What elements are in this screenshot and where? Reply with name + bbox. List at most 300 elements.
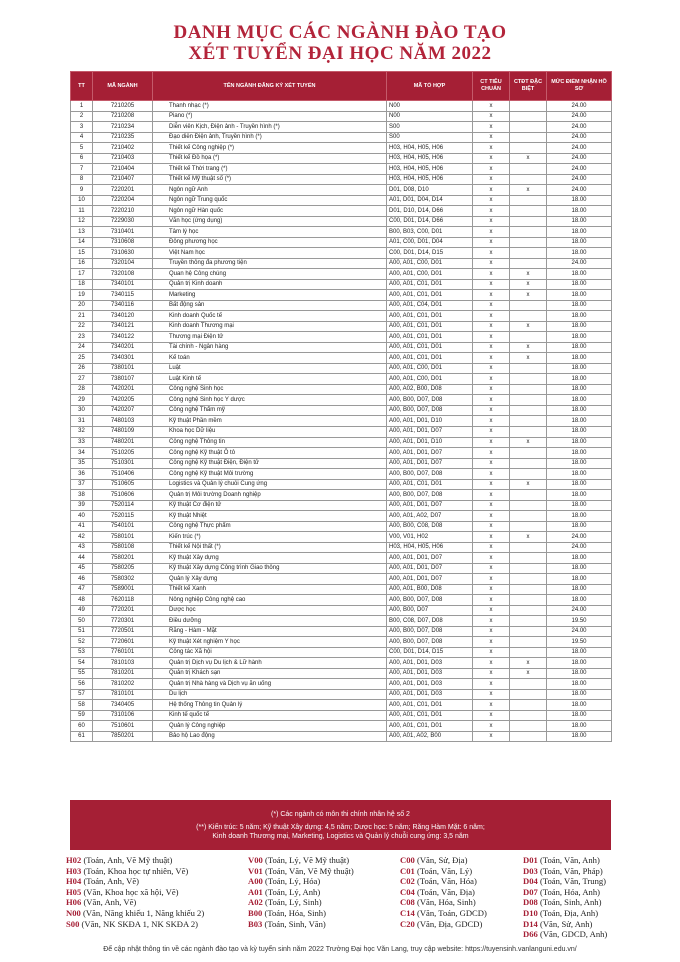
cell-ten-nganh: Kinh tế quốc tế — [153, 710, 387, 721]
legend-desc: (Văn, Toán, GDCD) — [416, 907, 487, 918]
cell-tt: 61 — [71, 731, 93, 742]
cell-ma-nganh: 7220210 — [93, 206, 153, 217]
cell-muc-diem: 24.00 — [547, 532, 612, 543]
table-row — [71, 416, 612, 427]
cell-ten-nganh: Công nghệ Thông tin — [153, 437, 387, 448]
cell-muc-diem: 18.00 — [547, 479, 612, 490]
table-row — [71, 426, 612, 437]
cell-ten-nganh: Quản trị Nhà hàng và Dịch vụ ăn uống — [153, 679, 387, 690]
cell-ten-nganh: Hệ thống Thông tin Quản lý — [153, 700, 387, 711]
cell-ctdt-dac-biet — [510, 731, 547, 742]
cell-to-hop: N00 — [387, 111, 473, 122]
cell-muc-diem: 18.00 — [547, 342, 612, 353]
cell-muc-diem: 19.50 — [547, 616, 612, 627]
cell-ten-nganh: Ngôn ngữ Hàn quốc — [153, 206, 387, 217]
cell-to-hop: S00 — [387, 122, 473, 133]
cell-ma-nganh: 7210235 — [93, 132, 153, 143]
legend-desc: (Văn, Địa, GDCD) — [416, 918, 483, 929]
cell-ten-nganh: Nông nghiệp Công nghệ cao — [153, 595, 387, 606]
cell-ten-nganh: Thiết kế Đồ họa (*) — [153, 153, 387, 164]
cell-ct-tieu-chuan: x — [473, 153, 510, 164]
cell-ctdt-dac-biet — [510, 300, 547, 311]
cell-muc-diem: 18.00 — [547, 731, 612, 742]
cell-muc-diem: 18.00 — [547, 216, 612, 227]
legend-code: H06 — [66, 897, 82, 908]
cell-ct-tieu-chuan: x — [473, 174, 510, 185]
table-row — [71, 363, 612, 374]
cell-to-hop: A00, A01, D01, D07 — [387, 563, 473, 574]
cell-to-hop: A00, A01, D01, D03 — [387, 679, 473, 690]
cell-to-hop: H03, H04, H05, H06 — [387, 153, 473, 164]
legend-desc: (Toán, Văn, Trung) — [539, 876, 607, 887]
legend-desc: (Văn, Sử, Địa) — [416, 855, 468, 865]
cell-tt: 4 — [71, 132, 93, 143]
cell-to-hop: N00 — [387, 101, 473, 112]
cell-tt: 57 — [71, 689, 93, 700]
cell-ten-nganh: Bất động sản — [153, 300, 387, 311]
cell-ctdt-dac-biet: x — [510, 668, 547, 679]
cell-to-hop: A00, B00, D07, D08 — [387, 490, 473, 501]
cell-to-hop: A00, A01, D01, D07 — [387, 500, 473, 511]
cell-ma-nganh: 7720201 — [93, 605, 153, 616]
title-line-1: DANH MỤC CÁC NGÀNH ĐÀO TẠO — [173, 22, 507, 43]
cell-ma-nganh: 7720301 — [93, 616, 153, 627]
cell-ctdt-dac-biet: x — [510, 290, 547, 301]
cell-ctdt-dac-biet — [510, 174, 547, 185]
cell-ten-nganh: Kinh doanh Thương mại — [153, 321, 387, 332]
table-row — [71, 195, 612, 206]
cell-ma-nganh: 7210402 — [93, 143, 153, 154]
cell-tt: 11 — [71, 206, 93, 217]
cell-ct-tieu-chuan: x — [473, 227, 510, 238]
cell-ten-nganh: Tài chính - Ngân hàng — [153, 342, 387, 353]
cell-to-hop: A00, A01, C01, D01 — [387, 279, 473, 290]
cell-ct-tieu-chuan: x — [473, 311, 510, 322]
cell-ma-nganh: 7580302 — [93, 574, 153, 585]
cell-ten-nganh: Thiết kế Mỹ thuật số (*) — [153, 174, 387, 185]
table-row — [71, 574, 612, 585]
legend-desc: (Toán, Lý, Anh) — [264, 886, 321, 897]
cell-ten-nganh: Bảo hộ Lao động — [153, 731, 387, 742]
cell-ten-nganh: Quan hệ Công chúng — [153, 269, 387, 280]
cell-muc-diem: 18.00 — [547, 416, 612, 427]
cell-ctdt-dac-biet — [510, 616, 547, 627]
cell-ma-nganh: 7580205 — [93, 563, 153, 574]
cell-muc-diem: 18.00 — [547, 668, 612, 679]
cell-to-hop: A00, A01, C00, D01 — [387, 258, 473, 269]
table-row — [71, 342, 612, 353]
cell-ctdt-dac-biet — [510, 332, 547, 343]
cell-ten-nganh: Quản lý Công nghiệp — [153, 721, 387, 732]
cell-to-hop: D01, D08, D10 — [387, 185, 473, 196]
table-row — [71, 563, 612, 574]
cell-ten-nganh: Quản trị Khách sạn — [153, 668, 387, 679]
cell-tt: 24 — [71, 342, 93, 353]
cell-tt: 36 — [71, 469, 93, 480]
cell-tt: 40 — [71, 511, 93, 522]
cell-ma-nganh: 7520115 — [93, 511, 153, 522]
cell-muc-diem: 18.00 — [547, 689, 612, 700]
cell-tt: 37 — [71, 479, 93, 490]
table-row — [71, 679, 612, 690]
legend-code: C01 — [400, 865, 415, 876]
cell-tt: 19 — [71, 290, 93, 301]
cell-to-hop: A00, A01, C04, D01 — [387, 300, 473, 311]
legend-desc: (Văn, Hóa, Sinh) — [416, 897, 476, 908]
cell-ma-nganh: 7210404 — [93, 164, 153, 175]
cell-ct-tieu-chuan: x — [473, 258, 510, 269]
cell-tt: 48 — [71, 595, 93, 606]
cell-ctdt-dac-biet — [510, 111, 547, 122]
cell-ma-nganh: 7850201 — [93, 731, 153, 742]
cell-to-hop: A00, A01, C01, D01 — [387, 721, 473, 732]
cell-ct-tieu-chuan: x — [473, 679, 510, 690]
header-ma-nganh: MÃ NGÀNH — [93, 72, 153, 101]
cell-muc-diem: 24.00 — [547, 164, 612, 175]
cell-ct-tieu-chuan: x — [473, 426, 510, 437]
cell-muc-diem: 18.00 — [547, 290, 612, 301]
cell-ma-nganh: 7210205 — [93, 101, 153, 112]
cell-ct-tieu-chuan: x — [473, 269, 510, 280]
cell-to-hop: A00, A01, C01, D01 — [387, 700, 473, 711]
cell-ma-nganh: 7340201 — [93, 342, 153, 353]
cell-ct-tieu-chuan: x — [473, 248, 510, 259]
cell-ct-tieu-chuan: x — [473, 122, 510, 133]
cell-ct-tieu-chuan: x — [473, 563, 510, 574]
cell-ma-nganh: 7810202 — [93, 679, 153, 690]
cell-to-hop: H03, H04, H05, H06 — [387, 164, 473, 175]
cell-ten-nganh: Luật — [153, 363, 387, 374]
legend-desc: (Văn, GDCD, Anh) — [539, 929, 608, 940]
cell-ma-nganh: 7310106 — [93, 710, 153, 721]
title-line-2: XÉT TUYỂN ĐẠI HỌC NĂM 2022 — [188, 43, 492, 64]
cell-ctdt-dac-biet — [510, 227, 547, 238]
cell-muc-diem: 18.00 — [547, 511, 612, 522]
table-row — [71, 353, 612, 364]
cell-tt: 59 — [71, 710, 93, 721]
cell-ct-tieu-chuan: x — [473, 469, 510, 480]
legend-code: D66 — [523, 929, 538, 940]
table-row — [71, 637, 612, 648]
cell-ctdt-dac-biet — [510, 206, 547, 217]
cell-to-hop: D01, D10, D14, D66 — [387, 206, 473, 217]
legend-code: A02 — [248, 897, 263, 908]
cell-ten-nganh: Du lịch — [153, 689, 387, 700]
legend-code: B00 — [248, 907, 263, 918]
cell-ctdt-dac-biet: x — [510, 153, 547, 164]
cell-ten-nganh: Công nghệ Thực phẩm — [153, 521, 387, 532]
cell-ten-nganh: Công tác Xã hội — [153, 647, 387, 658]
cell-ct-tieu-chuan: x — [473, 490, 510, 501]
cell-muc-diem: 24.00 — [547, 185, 612, 196]
cell-ct-tieu-chuan: x — [473, 595, 510, 606]
cell-to-hop: A00, B00, D07 — [387, 605, 473, 616]
cell-muc-diem: 24.00 — [547, 542, 612, 553]
legend-code: C00 — [400, 855, 415, 865]
cell-ma-nganh: 7589001 — [93, 584, 153, 595]
cell-to-hop: A00, A01, C01, D01 — [387, 342, 473, 353]
cell-ma-nganh: 7480103 — [93, 416, 153, 427]
cell-ten-nganh: Việt Nam học — [153, 248, 387, 259]
cell-ctdt-dac-biet — [510, 363, 547, 374]
cell-ct-tieu-chuan: x — [473, 626, 510, 637]
legend-item — [248, 897, 354, 908]
cell-ct-tieu-chuan: x — [473, 405, 510, 416]
table-row — [71, 311, 612, 322]
table-row — [71, 143, 612, 154]
legend-item — [66, 876, 204, 887]
cell-muc-diem: 18.00 — [547, 647, 612, 658]
cell-ct-tieu-chuan: x — [473, 721, 510, 732]
cell-ctdt-dac-biet — [510, 311, 547, 322]
cell-ctdt-dac-biet — [510, 216, 547, 227]
cell-ten-nganh: Quản trị Môi trường Doanh nghiệp — [153, 490, 387, 501]
cell-ctdt-dac-biet — [510, 563, 547, 574]
cell-ma-nganh: 7580108 — [93, 542, 153, 553]
cell-to-hop: V00, V01, H02 — [387, 532, 473, 543]
cell-ten-nganh: Thương mại Điện tử — [153, 332, 387, 343]
cell-to-hop: A00, A01, D01, D07 — [387, 448, 473, 459]
legend-code: H04 — [66, 876, 82, 887]
cell-ctdt-dac-biet: x — [510, 342, 547, 353]
cell-muc-diem: 18.00 — [547, 584, 612, 595]
cell-to-hop: A01, C00, D01, D04 — [387, 237, 473, 248]
cell-ctdt-dac-biet — [510, 448, 547, 459]
cell-ctdt-dac-biet — [510, 595, 547, 606]
cell-to-hop: A00, A01, D01, D07 — [387, 553, 473, 564]
legend-item — [400, 876, 487, 887]
cell-ct-tieu-chuan: x — [473, 164, 510, 175]
cell-ct-tieu-chuan: x — [473, 143, 510, 154]
cell-ma-nganh: 7210403 — [93, 153, 153, 164]
cell-ct-tieu-chuan: x — [473, 374, 510, 385]
legend-item — [400, 908, 487, 919]
table-row — [71, 500, 612, 511]
cell-tt: 25 — [71, 353, 93, 364]
table-row — [71, 458, 612, 469]
cell-ctdt-dac-biet: x — [510, 658, 547, 669]
cell-ma-nganh: 7380101 — [93, 363, 153, 374]
cell-to-hop: B00, C08, D07, D08 — [387, 616, 473, 627]
table-row — [71, 616, 612, 627]
cell-muc-diem: 18.00 — [547, 269, 612, 280]
cell-ten-nganh: Công nghệ Sinh học — [153, 384, 387, 395]
legend-code: D03 — [523, 865, 538, 876]
cell-ma-nganh: 7310608 — [93, 237, 153, 248]
cell-muc-diem: 24.00 — [547, 153, 612, 164]
legend-desc: (Văn, NK SKĐA 1, NK SKĐA 2) — [81, 918, 199, 929]
cell-to-hop: A00, A01, C00, D01 — [387, 269, 473, 280]
cell-ctdt-dac-biet — [510, 237, 547, 248]
cell-ct-tieu-chuan: x — [473, 731, 510, 742]
cell-ctdt-dac-biet — [510, 195, 547, 206]
cell-ct-tieu-chuan: x — [473, 384, 510, 395]
header-tt: TT — [71, 72, 93, 101]
cell-muc-diem: 18.00 — [547, 300, 612, 311]
cell-muc-diem: 18.00 — [547, 658, 612, 669]
cell-tt: 21 — [71, 311, 93, 322]
cell-to-hop: C00, D01, D14, D66 — [387, 216, 473, 227]
cell-ct-tieu-chuan: x — [473, 353, 510, 364]
cell-tt: 60 — [71, 721, 93, 732]
cell-muc-diem: 18.00 — [547, 595, 612, 606]
cell-tt: 34 — [71, 448, 93, 459]
table-row — [71, 532, 612, 543]
cell-tt: 41 — [71, 521, 93, 532]
cell-muc-diem: 18.00 — [547, 237, 612, 248]
legend-item — [400, 919, 487, 930]
cell-to-hop: A00, A01, A02, B00 — [387, 731, 473, 742]
cell-ctdt-dac-biet — [510, 384, 547, 395]
cell-ma-nganh: 7620118 — [93, 595, 153, 606]
cell-ctdt-dac-biet — [510, 700, 547, 711]
cell-ctdt-dac-biet — [510, 647, 547, 658]
cell-ma-nganh: 7580201 — [93, 553, 153, 564]
legend-item — [66, 908, 204, 919]
cell-to-hop: A00, A01, D01, D03 — [387, 668, 473, 679]
legend-item — [400, 855, 487, 866]
legend-code: D08 — [523, 897, 538, 908]
cell-ct-tieu-chuan: x — [473, 290, 510, 301]
table-row — [71, 405, 612, 416]
cell-tt: 6 — [71, 153, 93, 164]
legend-column-1 — [66, 855, 204, 929]
cell-ma-nganh: 7310401 — [93, 227, 153, 238]
cell-ma-nganh: 7210407 — [93, 174, 153, 185]
cell-tt: 51 — [71, 626, 93, 637]
cell-tt: 54 — [71, 658, 93, 669]
legend-code: A01 — [248, 886, 263, 897]
cell-ma-nganh: 7220204 — [93, 195, 153, 206]
table-row — [71, 384, 612, 395]
table-row — [71, 206, 612, 217]
cell-to-hop: A00, B00, D07, D08 — [387, 469, 473, 480]
cell-ct-tieu-chuan: x — [473, 185, 510, 196]
table-body — [71, 101, 612, 742]
cell-ctdt-dac-biet — [510, 626, 547, 637]
legend-desc: (Toán, Văn, Địa) — [416, 886, 475, 897]
cell-ten-nganh: Kỹ thuật Nhiệt — [153, 511, 387, 522]
majors-table — [70, 71, 612, 742]
cell-muc-diem: 18.00 — [547, 700, 612, 711]
cell-to-hop: A00, A01, D01, D10 — [387, 416, 473, 427]
cell-ct-tieu-chuan: x — [473, 216, 510, 227]
cell-ctdt-dac-biet — [510, 689, 547, 700]
cell-ten-nganh: Kỹ thuật Xây dựng Công trình Giao thông — [153, 563, 387, 574]
cell-muc-diem: 24.00 — [547, 258, 612, 269]
cell-ct-tieu-chuan: x — [473, 195, 510, 206]
cell-ten-nganh: Điều dưỡng — [153, 616, 387, 627]
legend-desc: (Văn, Khoa học xã hội, Vẽ) — [83, 886, 179, 897]
header-ct-tieu-chuan: CT TIÊU CHUẨN — [473, 72, 510, 101]
cell-tt: 53 — [71, 647, 93, 658]
legend-desc: (Toán, Khoa học tự nhiên, Vẽ) — [83, 865, 189, 876]
cell-tt: 35 — [71, 458, 93, 469]
legend-code: C04 — [400, 886, 415, 897]
cell-ct-tieu-chuan: x — [473, 574, 510, 585]
table-row — [71, 395, 612, 406]
cell-ten-nganh: Kiến trúc (*) — [153, 532, 387, 543]
cell-ct-tieu-chuan: x — [473, 101, 510, 112]
legend-code: S00 — [66, 918, 80, 929]
legend-code: D10 — [523, 907, 538, 918]
cell-tt: 22 — [71, 321, 93, 332]
table-row — [71, 479, 612, 490]
cell-muc-diem: 24.00 — [547, 111, 612, 122]
legend-item — [400, 887, 487, 898]
legend-item — [248, 908, 354, 919]
cell-tt: 1 — [71, 101, 93, 112]
legend-item — [248, 866, 354, 877]
table-row — [71, 437, 612, 448]
cell-ctdt-dac-biet — [510, 458, 547, 469]
table-row — [71, 595, 612, 606]
cell-ct-tieu-chuan: x — [473, 500, 510, 511]
table-row — [71, 248, 612, 259]
cell-to-hop: A00, A01, C01, D01 — [387, 332, 473, 343]
legend-item — [66, 897, 204, 908]
cell-tt: 29 — [71, 395, 93, 406]
cell-ctdt-dac-biet — [510, 511, 547, 522]
legend-item — [523, 929, 607, 940]
cell-to-hop: A00, A01, C00, D01 — [387, 363, 473, 374]
cell-to-hop: A00, A01, B00, D08 — [387, 584, 473, 595]
legend-code: H02 — [66, 855, 82, 865]
cell-to-hop: A00, A01, C01, D01 — [387, 710, 473, 721]
cell-ten-nganh: Đạo diễn Điện ảnh, Truyền hình (*) — [153, 132, 387, 143]
cell-ctdt-dac-biet — [510, 164, 547, 175]
cell-to-hop: A00, A01, C01, D01 — [387, 479, 473, 490]
cell-muc-diem: 18.00 — [547, 437, 612, 448]
cell-ct-tieu-chuan: x — [473, 300, 510, 311]
cell-to-hop: S00 — [387, 132, 473, 143]
cell-ten-nganh: Kỹ thuật Xét nghiệm Y học — [153, 637, 387, 648]
table-row — [71, 542, 612, 553]
cell-tt: 32 — [71, 426, 93, 437]
table-row — [71, 227, 612, 238]
legend-item — [523, 897, 607, 908]
legend-code: H03 — [66, 865, 82, 876]
legend-code: D01 — [523, 855, 538, 865]
cell-ct-tieu-chuan: x — [473, 658, 510, 669]
cell-ma-nganh: 7420201 — [93, 384, 153, 395]
cell-ma-nganh: 7320108 — [93, 269, 153, 280]
legend-code: C02 — [400, 876, 415, 887]
cell-ma-nganh: 7380107 — [93, 374, 153, 385]
table-row — [71, 185, 612, 196]
cell-ctdt-dac-biet — [510, 721, 547, 732]
cell-tt: 39 — [71, 500, 93, 511]
cell-ma-nganh: 7340115 — [93, 290, 153, 301]
table-row — [71, 469, 612, 480]
cell-ten-nganh: Dược học — [153, 605, 387, 616]
cell-ct-tieu-chuan: x — [473, 668, 510, 679]
cell-to-hop: A00, B00, C08, D08 — [387, 521, 473, 532]
cell-ct-tieu-chuan: x — [473, 605, 510, 616]
legend-code: D07 — [523, 886, 538, 897]
cell-ma-nganh: 7810101 — [93, 689, 153, 700]
cell-ct-tieu-chuan: x — [473, 521, 510, 532]
legend-code: N00 — [66, 907, 81, 918]
cell-ct-tieu-chuan: x — [473, 542, 510, 553]
cell-tt: 9 — [71, 185, 93, 196]
cell-muc-diem: 18.00 — [547, 563, 612, 574]
cell-muc-diem: 18.00 — [547, 311, 612, 322]
cell-ma-nganh: 7210208 — [93, 111, 153, 122]
cell-ma-nganh: 7510301 — [93, 458, 153, 469]
cell-ten-nganh: Kỹ thuật Xây dựng — [153, 553, 387, 564]
legend-item — [523, 919, 607, 930]
